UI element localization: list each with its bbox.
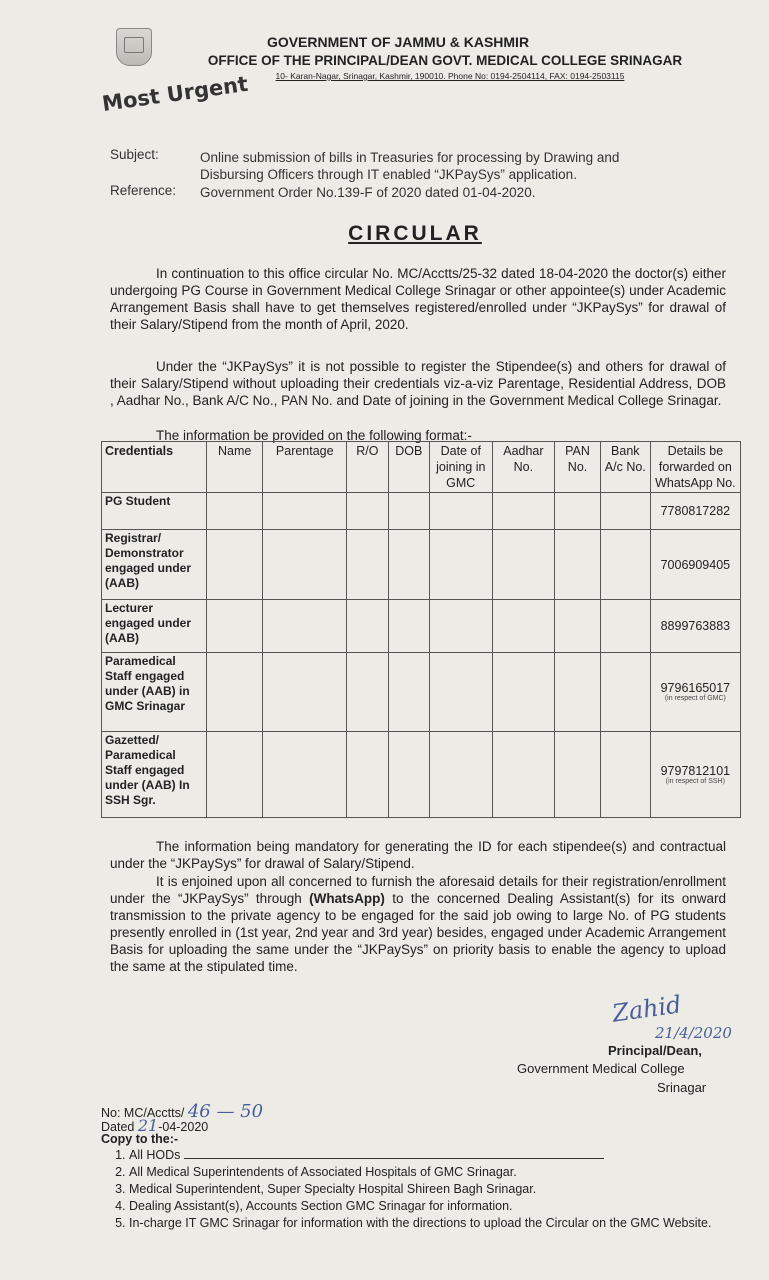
paragraph-3: The information be provided on the following format:- xyxy=(156,428,472,443)
row-whatsapp: 7780817282 xyxy=(650,493,740,530)
signatory-title: Principal/Dean, xyxy=(608,1043,702,1058)
header-government: GOVERNMENT OF JAMMU & KASHMIR xyxy=(266,34,530,50)
circular-number-handwritten: 46 — 50 xyxy=(187,1101,264,1122)
col-whatsapp: Details be forwarded on WhatsApp No. xyxy=(650,442,740,493)
header-office: OFFICE OF THE PRINCIPAL/DEAN GOVT. MEDICAL COLLEGE SRINAGAR xyxy=(207,53,683,68)
table-row xyxy=(102,599,741,652)
col-pan: PAN No. xyxy=(555,442,601,493)
row-whatsapp: 7006909405 xyxy=(650,530,740,599)
col-bank: Bank A/c No. xyxy=(600,442,650,493)
col-name: Name xyxy=(207,442,263,493)
circular-title: CIRCULAR xyxy=(348,222,482,245)
row-whatsapp: 8899763883 xyxy=(650,599,740,652)
row-whatsapp-note: (in respect of SSH) xyxy=(665,778,725,786)
col-aadhar: Aadhar No. xyxy=(492,442,555,493)
list-item: 5. In-charge IT GMC Srinagar for information with the directions to upload the Circular on the GMC Website. xyxy=(129,1215,759,1232)
copy-to-heading: Copy to the:- xyxy=(101,1132,179,1146)
header-address: 10- Karan-Nagar, Srinagar, Kashmir, 190010. Phone No: 0194-2504114, FAX: 0194-2503115 xyxy=(275,71,625,81)
subject-line-2: Disbursing Officers through IT enabled “JKPaySys” application. xyxy=(200,167,577,182)
list-item: 4. Dealing Assistant(s), Accounts Section GMC Srinagar for information. xyxy=(129,1198,759,1215)
reference-text: Government Order No.139-F of 2020 dated 01-04-2020. xyxy=(200,185,536,200)
reference-label: Reference: xyxy=(110,183,177,198)
format-table xyxy=(101,441,741,818)
table-row xyxy=(102,732,741,818)
col-credentials: Credentials xyxy=(102,442,207,493)
circular-number: No: MC/Acctts/ 46 — 50 xyxy=(101,1101,264,1122)
circular-date: Dated 21-04-2020 xyxy=(101,1116,209,1135)
subject-line-1: Online submission of bills in Treasuries for processing by Drawing and xyxy=(200,150,620,165)
handwritten-signature: Zahid xyxy=(610,990,684,1028)
row-credential: Lecturer engaged under (AAB) xyxy=(102,599,207,652)
row-credential: PG Student xyxy=(102,493,207,530)
row-whatsapp-note: (in respect of GMC) xyxy=(664,695,726,703)
table-row xyxy=(102,652,741,731)
col-date-joining: Date of joining in GMC xyxy=(429,442,492,493)
col-parentage: Parentage xyxy=(263,442,347,493)
table-row xyxy=(102,530,741,599)
most-urgent-stamp: Most Urgent xyxy=(100,71,250,116)
subject-label: Subject: xyxy=(110,147,159,162)
paragraph-1: In continuation to this office circular No. MC/Acctts/25-32 dated 18-04-2020 the doctor(s) either undergoing PG Course in Government Medical College Srinagar or other appointee(s) under Academic Arrangement Basis shall have to get themselves registered/enrolled under “JKPaySys” for drawal of their Salary/Stipend from the month of April, 2020. xyxy=(110,266,726,332)
signature-date: 21/4/2020 xyxy=(655,1024,732,1042)
paragraph-5: It is enjoined upon all concerned to furnish the aforesaid details for their registration/enrollment under the “JKPaySys” through (WhatsApp) to the concerned Dealing Assistant(s) for its onward transmission to the private agency to be engaged for the said job owing to large No. of PG students presently enrolled in (1st year, 2nd year and 3rd year) besides, engaged under Academic Arrangement Basis for uploading the same under the “JKPaySys” on priority basis to enable the agency to upload the same at the stipulated time. xyxy=(110,874,726,974)
copy-to-list xyxy=(101,1146,759,1232)
row-whatsapp: 9796165017 (in respect of GMC) xyxy=(650,652,740,731)
col-ro: R/O xyxy=(347,442,388,493)
signatory-org: Government Medical College xyxy=(517,1061,685,1076)
paragraph-2: Under the “JKPaySys” it is not possible to register the Stipendee(s) and others for drawal of their Salary/Stipend without uploading their credentials viz-a-viz Parentage, Residential Address, DOB , Aadhar No., Bank A/C No., PAN No. and Date of joining in the Government Medical College Srinagar. xyxy=(110,359,726,408)
row-whatsapp: 9797812101 (in respect of SSH) xyxy=(650,732,740,818)
circular-date-handwritten: 21 xyxy=(137,1116,159,1135)
col-dob: DOB xyxy=(388,442,429,493)
row-credential: Paramedical Staff engaged under (AAB) in GMC Srinagar xyxy=(102,652,207,731)
signatory-place: Srinagar xyxy=(657,1080,707,1095)
list-item: 2. All Medical Superintendents of Associated Hospitals of GMC Srinagar. xyxy=(129,1164,759,1181)
list-item: 3. Medical Superintendent, Super Specialty Hospital Shireen Bagh Srinagar. xyxy=(129,1181,759,1198)
row-credential: Registrar/ Demonstrator engaged under (AAB) xyxy=(102,530,207,599)
paragraph-4: The information being mandatory for generating the ID for each stipendee(s) and contractual under the “JKPaySys” for drawal of Salary/Stipend. xyxy=(110,839,726,871)
table-row xyxy=(102,493,741,530)
list-item: 1. All HODs xyxy=(129,1146,759,1164)
table-header-row xyxy=(102,442,741,493)
row-credential: Gazetted/ Paramedical Staff engaged under (AAB) In SSH Sgr. xyxy=(102,732,207,818)
